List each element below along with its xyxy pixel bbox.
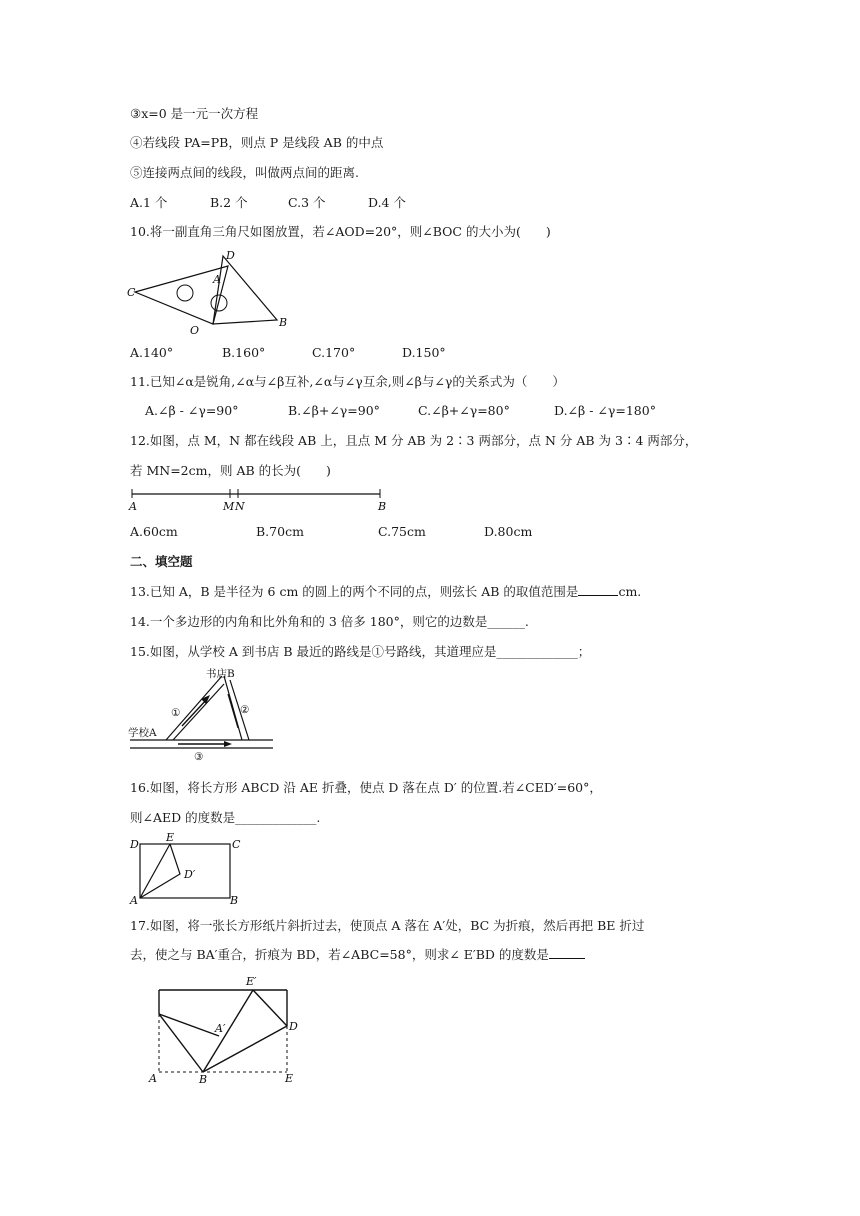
fig17-label-a: A bbox=[149, 1072, 157, 1085]
question-17-line-1: 17.如图，将一张长方形纸片斜折过去，使顶点 A 落在 A′处，BC 为折痕，然后再把 BE 折过 bbox=[130, 918, 645, 933]
q12-option-a: A.60cm bbox=[130, 524, 178, 539]
q10-option-c: C.170° bbox=[312, 345, 356, 360]
q9-option-b: B.2 个 bbox=[210, 195, 248, 210]
fig15-route-1-inner bbox=[173, 684, 224, 740]
fig16-label-b: B bbox=[230, 894, 239, 907]
fig10-label-c: C bbox=[127, 286, 136, 299]
q12-option-b: B.70cm bbox=[256, 524, 304, 539]
fig16-label-d: D bbox=[130, 838, 139, 851]
q9-option-d: D.4 个 bbox=[368, 195, 406, 210]
figure-16-rectangle-fold bbox=[128, 831, 248, 907]
figure-15-routes bbox=[128, 666, 278, 763]
fig15-label-bookstore: 书店B bbox=[206, 668, 235, 680]
q9-option-a: A.1 个 bbox=[130, 195, 168, 210]
fig10-label-b: B bbox=[279, 316, 288, 329]
fig10-hole-left bbox=[177, 285, 193, 301]
fig12-label-a: A bbox=[129, 500, 137, 513]
fig16-fold-line-ae bbox=[140, 844, 170, 898]
fig16-label-c: C bbox=[232, 838, 241, 851]
q10-option-d: D.150° bbox=[402, 345, 446, 360]
fig15-route-1-arrowhead bbox=[201, 695, 210, 704]
q11-option-c: C.∠β+∠γ=80° bbox=[418, 403, 510, 418]
fig17-label-eprime: E′ bbox=[246, 975, 257, 988]
q11-option-b: B.∠β+∠γ=90° bbox=[288, 403, 380, 418]
fig15-label-route-1: ① bbox=[171, 707, 181, 719]
fig10-label-o: O bbox=[190, 324, 200, 337]
fig17-label-d: D bbox=[289, 1020, 298, 1033]
fig17-label-e: E bbox=[285, 1072, 294, 1085]
question-16-line-1: 16.如图，将长方形 ABCD 沿 AE 折叠，使点 D 落在点 D′ 的位置.若∠CED′=60°， bbox=[130, 780, 602, 795]
fig12-label-n: N bbox=[235, 500, 245, 513]
figure-17-paper-fold bbox=[145, 974, 305, 1086]
question-17-line-2 bbox=[130, 947, 585, 963]
q9-option-c: C.3 个 bbox=[288, 195, 326, 210]
question-11: 11.已知∠α是锐角,∠α与∠β互补,∠α与∠γ互余,则∠β与∠γ的关系式为（ ） bbox=[130, 374, 565, 389]
q13-text: 13.已知 A，B 是半径为 6 cm 的圆上的两个不同的点，则弦长 AB 的取值范围是 bbox=[130, 584, 579, 599]
statement-3: ③x=0 是一元一次方程 bbox=[130, 106, 259, 121]
question-14: 14.一个多边形的内角和比外角和的 3 倍多 180°，则它的边数是______. bbox=[130, 614, 529, 629]
fig16-label-a: A bbox=[130, 894, 138, 907]
fig16-label-e: E bbox=[166, 831, 175, 844]
fig17-label-aprime: A′ bbox=[215, 1022, 226, 1035]
statement-5: ⑤连接两点间的线段，叫做两点间的距离. bbox=[130, 165, 359, 180]
figure-10-triangles bbox=[125, 248, 295, 337]
q13-unit: cm. bbox=[618, 584, 642, 599]
q11-option-d: D.∠β - ∠γ=180° bbox=[554, 403, 656, 418]
fig10-triangle-odb bbox=[213, 256, 277, 324]
question-13 bbox=[130, 584, 641, 600]
q10-option-a: A.140° bbox=[130, 345, 174, 360]
q10-option-b: B.160° bbox=[222, 345, 266, 360]
fig10-label-d: D bbox=[226, 249, 235, 262]
question-12-line-1: 12.如图，点 M，N 都在线段 AB 上，且点 M 分 AB 为 2∶3 两部分，点 N 分 AB 为 3∶4 两部分， bbox=[130, 433, 698, 448]
fig16-folded-triangle bbox=[140, 844, 180, 898]
fig17-eprime-d bbox=[253, 990, 287, 1026]
question-12-line-2: 若 MN=2cm，则 AB 的长为( ) bbox=[130, 463, 331, 478]
q13-answer-blank[interactable] bbox=[578, 584, 618, 596]
fig10-label-a: A bbox=[213, 273, 221, 286]
fig15-route-3-arrowhead bbox=[224, 741, 232, 747]
q12-option-d: D.80cm bbox=[484, 524, 533, 539]
question-16-line-2: 则∠AED 的度数是_____________. bbox=[130, 810, 321, 825]
section-heading-fill-in: 二、填空题 bbox=[130, 554, 193, 569]
q11-options bbox=[145, 403, 656, 419]
figure-12-segment bbox=[128, 485, 388, 513]
fig17-label-b: B bbox=[199, 1073, 208, 1086]
fig15-label-school: 学校A bbox=[128, 727, 157, 739]
q17-text: 去，使之与 BA′重合，折痕为 BD，若∠ABC=58°，则求∠ E′BD 的度数是 bbox=[130, 947, 549, 962]
q10-options bbox=[130, 345, 446, 361]
question-15: 15.如图，从学校 A 到书店 B 最近的路线是①号路线，其道理应是_____________； bbox=[130, 644, 591, 659]
q9-options bbox=[130, 195, 406, 211]
q17-answer-blank[interactable] bbox=[549, 947, 585, 959]
fig15-label-route-2: ② bbox=[240, 704, 250, 716]
q11-option-a: A.∠β - ∠γ=90° bbox=[145, 403, 239, 418]
fig16-label-dprime: D′ bbox=[184, 868, 196, 881]
q12-options bbox=[130, 524, 532, 540]
fig17-b-eprime bbox=[203, 990, 253, 1072]
fig12-label-b: B bbox=[378, 500, 387, 513]
statement-4: ④若线段 PA=PB，则点 P 是线段 AB 的中点 bbox=[130, 135, 384, 150]
fig15-route-1-arrow bbox=[182, 698, 208, 726]
fig15-label-route-3: ③ bbox=[194, 751, 204, 763]
q12-option-c: C.75cm bbox=[378, 524, 426, 539]
question-10: 10.将一副直角三角尺如图放置，若∠AOD=20°，则∠BOC 的大小为( ) bbox=[130, 224, 551, 239]
fig12-label-m: M bbox=[223, 500, 235, 513]
